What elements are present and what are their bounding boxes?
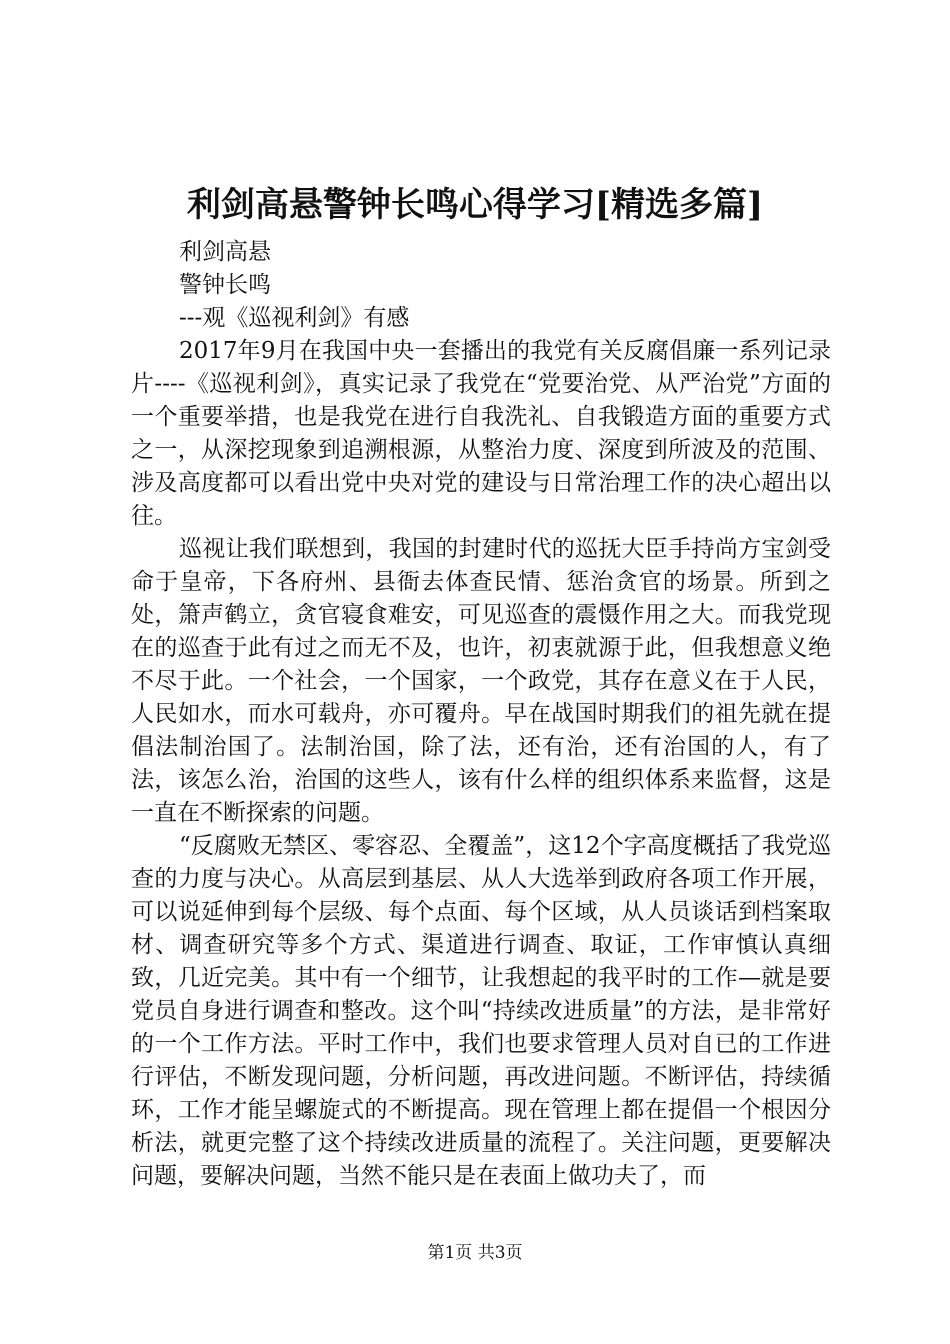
document-title: 利剑高悬警钟长鸣心得学习[精选多篇] <box>186 185 764 225</box>
subtitle-line-1: 利剑高悬 <box>179 239 271 265</box>
page-footer: 第1页 共3页 <box>427 1243 523 1263</box>
paragraph-1: 2017年9月在我国中央一套播出的我党有关反腐倡廉一系列记录片----《巡视利剑》，真实记录了我党在“党要治党、从严治党”方面的一个重要举措，也是我党在进行自我洗礼、自我锻造方面的重要方式之一，从深挖现象到追溯根源，从整治力度、深度到所波及的范围、涉及高度都可以看出党中央对党的建设与日常治理工作的决心超出以往。 <box>131 338 831 529</box>
subtitle-line-2: 警钟长鸣 <box>179 272 271 298</box>
subtitle-line-3: ---观《巡视利剑》有感 <box>179 305 410 331</box>
document-body <box>131 236 831 1193</box>
paragraph-2: 巡视让我们联想到，我国的封建时代的巡抚大臣手持尚方宝剑受命于皇帝，下各府州、县衙去体查民情、惩治贪官的场景。所到之处，箫声鹤立，贪官寝食难安，可见巡查的震慑作用之大。而我党现在的巡查于此有过之而无不及，也许，初衷就源于此，但我想意义绝不尽于此。一个社会，一个国家，一个政党，其存在意义在于人民，人民如水，而水可载舟，亦可覆舟。早在战国时期我们的祖先就在提倡法制治国了。法制治国，除了法，还有治，还有治国的人，有了法，该怎么治，治国的这些人，该有什么样的组织体系来监督，这是一直在不断探索的问题。 <box>131 536 831 826</box>
paragraph-3: “反腐败无禁区、零容忍、全覆盖”，这12个字高度概括了我党巡查的力度与决心。从高层到基层、从人大选举到政府各项工作开展，可以说延伸到每个层级、每个点面、每个区域，从人员谈话到档案取材、调查研究等多个方式、渠道进行调查、取证，工作审慎认真细致，几近完美。其中有一个细节，让我想起的我平时的工作—就是要党员自身进行调查和整改。这个叫“持续改进质量”的方法，是非常好的一个工作方法。平时工作中，我们也要求管理人员对自已的工作进行评估，不断发现问题，分析问题，再改进问题。不断评估，持续循环，工作才能呈螺旋式的不断提高。现在管理上都在提倡一个根因分析法，就更完整了这个持续改进质量的流程了。关注问题，更要解决问题，要解决问题，当然不能只是在表面上做功夫了，而 <box>131 833 831 1189</box>
